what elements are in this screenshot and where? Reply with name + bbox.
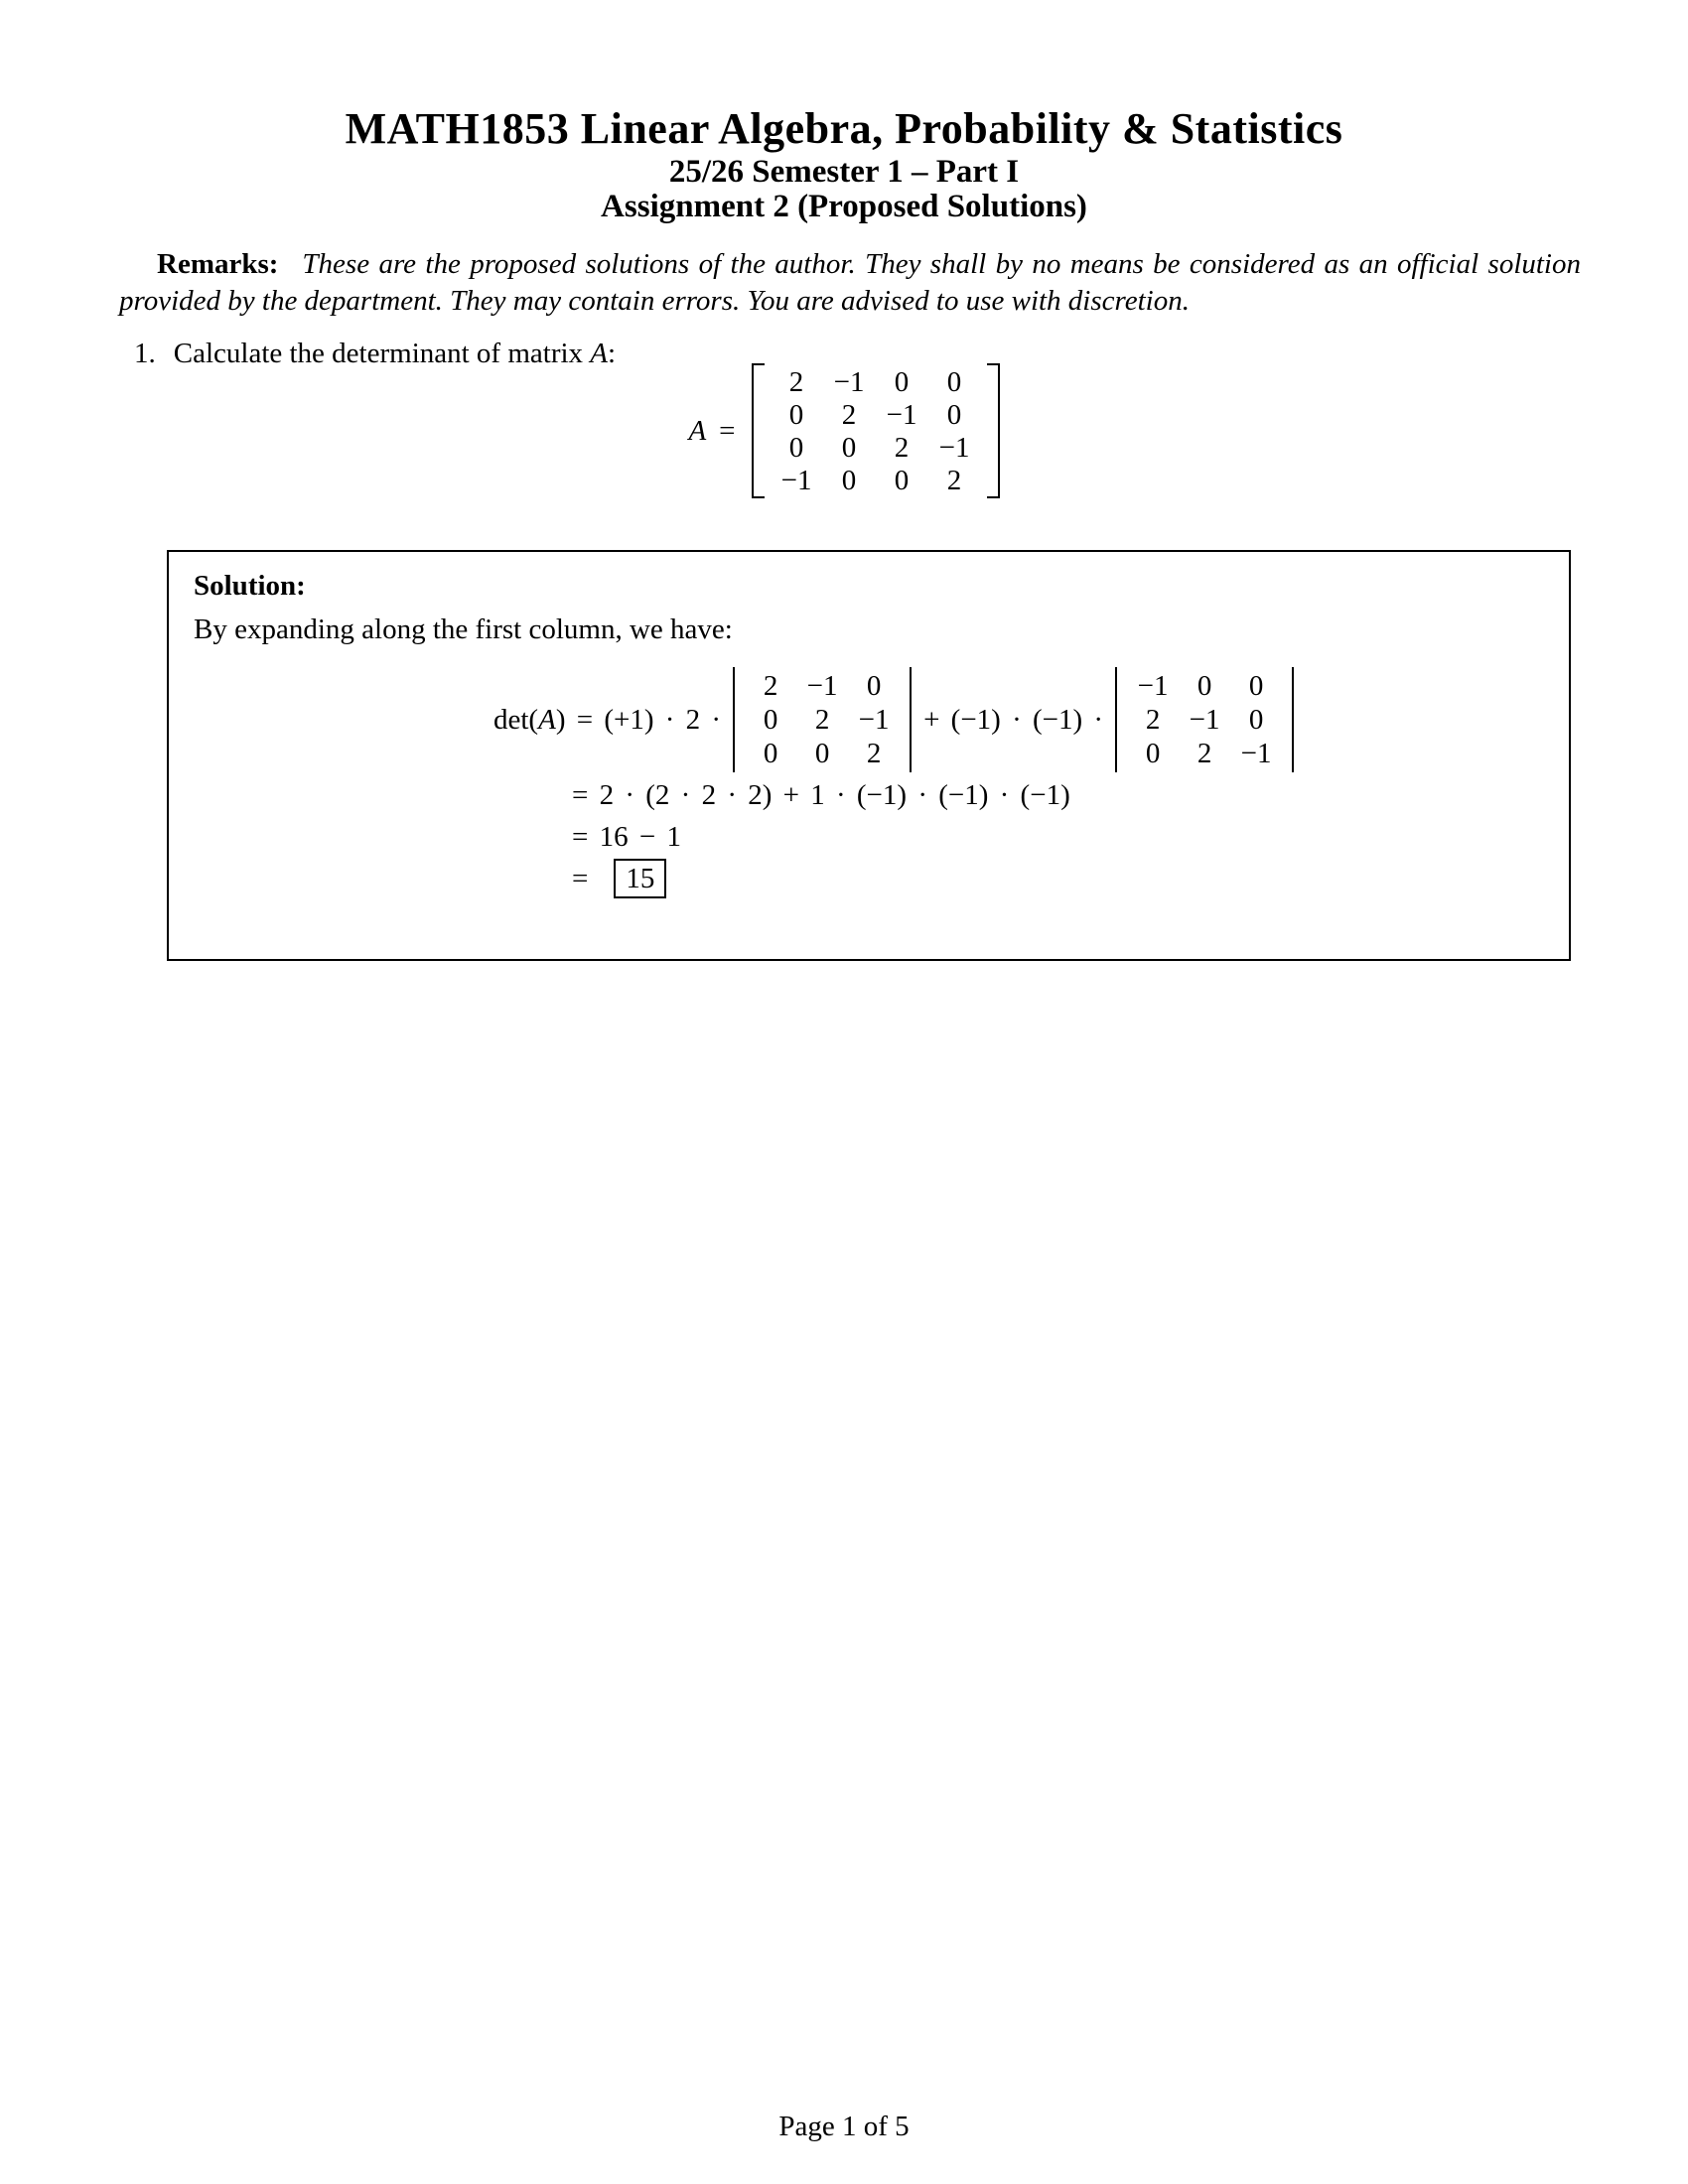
final-answer-box: 15 [614,859,666,898]
matrix-cell: −1 [833,365,865,398]
matrix-a [752,363,1000,498]
matrix-a-label [688,413,735,449]
matrix-cell: −1 [938,431,970,464]
matrix-cell: 2 [866,738,882,769]
matrix-a-display [0,363,1688,498]
matrix-cell: 2 [946,464,962,496]
matrix-cell: 0 [788,431,804,464]
matrix-cell: −1 [1189,704,1220,736]
remarks-paragraph [119,246,1581,320]
matrix-cell: 2 [1196,738,1212,769]
matrix-a-grid [765,363,987,498]
solution-box [167,550,1571,961]
left-bracket-icon [752,363,765,498]
minor-determinant-1 [733,667,912,772]
det-lhs [493,702,721,738]
matrix-cell: 0 [814,738,830,769]
determinant-expansion-equation [493,667,1294,772]
matrix-cell: 0 [841,431,857,464]
matrix-cell: 2 [814,704,830,736]
matrix-cell: 0 [841,464,857,496]
equation-line-4 [572,859,666,898]
matrix-cell: −1 [1137,670,1169,702]
matrix-cell: 2 [788,365,804,398]
semester-subtitle: 25/26 Semester 1 – Part I [668,154,1020,190]
question-text-before: Calculate the determinant of matrix [173,338,591,369]
matrix-cell: −1 [858,704,890,736]
matrix-cell: 0 [1145,738,1161,769]
solution-label: Solution: [194,570,306,602]
equation-line-2: = 2 · (2 · 2 · 2) + 1 · (−1) · (−1) · (−1) [572,779,1070,811]
det-prefix: det( [493,704,539,736]
question-number: 1. [134,338,156,369]
matrix-a-variable: A [688,415,707,447]
remarks-text: These are the proposed solutions of the author. They shall by no means be considered as an official solution provided by the department. They may contain errors. You are advised to use with discretion. [119,248,1581,317]
equation-line-3: = 16 − 1 [572,821,681,853]
equals-sign: = [719,415,736,447]
matrix-cell: −1 [1240,738,1272,769]
matrix-cell: 0 [946,365,962,398]
right-bracket-icon [987,363,1000,498]
matrix-cell: 2 [763,670,778,702]
final-equals-sign: = [572,863,589,894]
matrix-cell: 0 [788,398,804,431]
assignment-subtitle: Assignment 2 (Proposed Solutions) [601,189,1087,224]
expansion-middle-term: + (−1) · (−1) · [923,704,1104,736]
solution-intro: By expanding along the first column, we have: [194,614,733,645]
matrix-cell: 0 [1248,670,1264,702]
matrix-cell: 0 [866,670,882,702]
matrix-cell: −1 [780,464,812,496]
matrix-cell: 0 [763,704,778,736]
matrix-cell: −1 [886,398,917,431]
matrix-cell: 0 [1196,670,1212,702]
document-header [0,103,1688,224]
matrix-cell: 0 [763,738,778,769]
matrix-cell: 2 [894,431,910,464]
remarks-label: Remarks: [157,248,279,280]
matrix-cell: 2 [841,398,857,431]
matrix-cell: 0 [894,464,910,496]
det-first-term: ) = (+1) · 2 · [555,704,722,736]
det-variable: A [538,704,556,736]
matrix-cell: 0 [894,365,910,398]
minor-determinant-2 [1115,667,1294,772]
matrix-cell: 0 [946,398,962,431]
matrix-cell: 0 [1248,704,1264,736]
matrix-cell: −1 [806,670,838,702]
matrix-variable: A [590,338,609,369]
page-footer: Page 1 of 5 [778,2111,910,2142]
matrix-cell: 2 [1145,704,1161,736]
course-title: MATH1853 Linear Algebra, Probability & Statistics [345,104,1343,153]
question-text-after: : [608,338,617,369]
